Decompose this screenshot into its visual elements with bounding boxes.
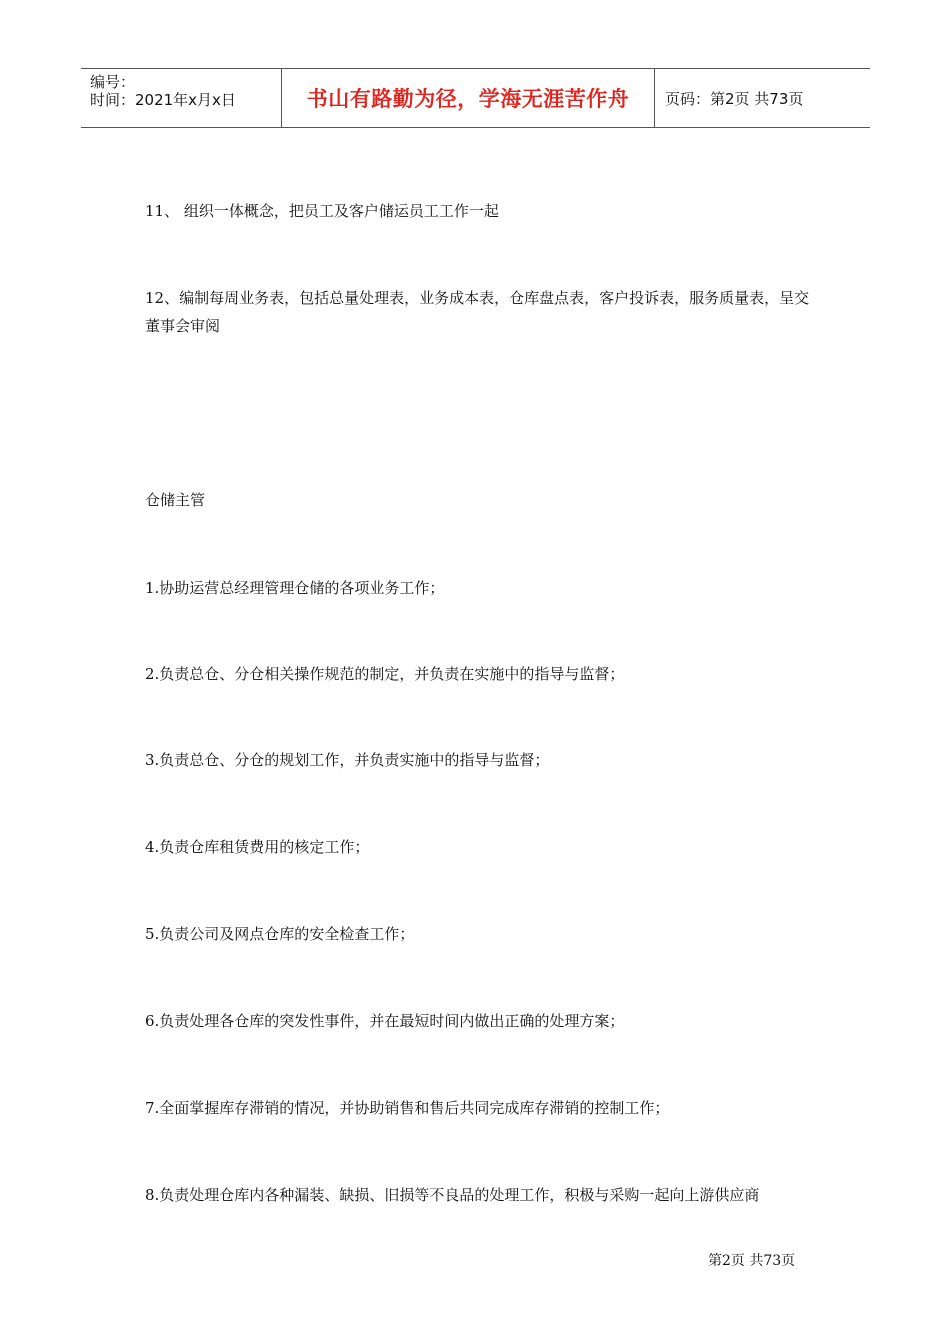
section-title: 仓储主管 bbox=[145, 491, 206, 509]
header-page-info: 页码：第2页 共73页 bbox=[665, 89, 804, 108]
page-header bbox=[81, 68, 870, 128]
list-item: 2.负责总仓、分仓相关操作规范的制定，并负责在实施中的指导与监督； bbox=[145, 665, 625, 683]
list-item: 1.协助运营总经理管理仓储的各项业务工作； bbox=[145, 579, 445, 597]
document-time-label: 时间：2021年x月x日 bbox=[90, 91, 236, 109]
list-item: 4.负责仓库租赁费用的核定工作； bbox=[145, 838, 370, 856]
list-item: 3.负责总仓、分仓的规划工作，并负责实施中的指导与监督； bbox=[145, 751, 550, 769]
list-item: 7.全面掌握库存滞销的情况，并协助销售和售后共同完成库存滞销的控制工作； bbox=[145, 1099, 670, 1117]
list-item: 6.负责处理各仓库的突发性事件，并在最短时间内做出正确的处理方案； bbox=[145, 1012, 625, 1030]
document-number-label: 编号： bbox=[90, 73, 136, 91]
header-meta-cell bbox=[81, 69, 282, 127]
page-footer: 第2页 共73页 bbox=[708, 1253, 796, 1269]
paragraph-11: 11、 组织一体概念，把员工及客户储运员工工作一起 bbox=[145, 202, 499, 220]
list-item: 5.负责公司及网点仓库的安全检查工作； bbox=[145, 925, 415, 943]
list-item: 8.负责处理仓库内各种漏装、缺损、旧损等不良品的处理工作，积极与采购一起向上游供应商 bbox=[145, 1186, 760, 1204]
header-motto: 书山有路勤为径，学海无涯苦作舟 bbox=[282, 69, 655, 127]
paragraph-12: 12、编制每周业务表，包括总量处理表，业务成本表，仓库盘点表，客户投诉表，服务质量表，呈交董事会审阅 bbox=[145, 289, 810, 335]
